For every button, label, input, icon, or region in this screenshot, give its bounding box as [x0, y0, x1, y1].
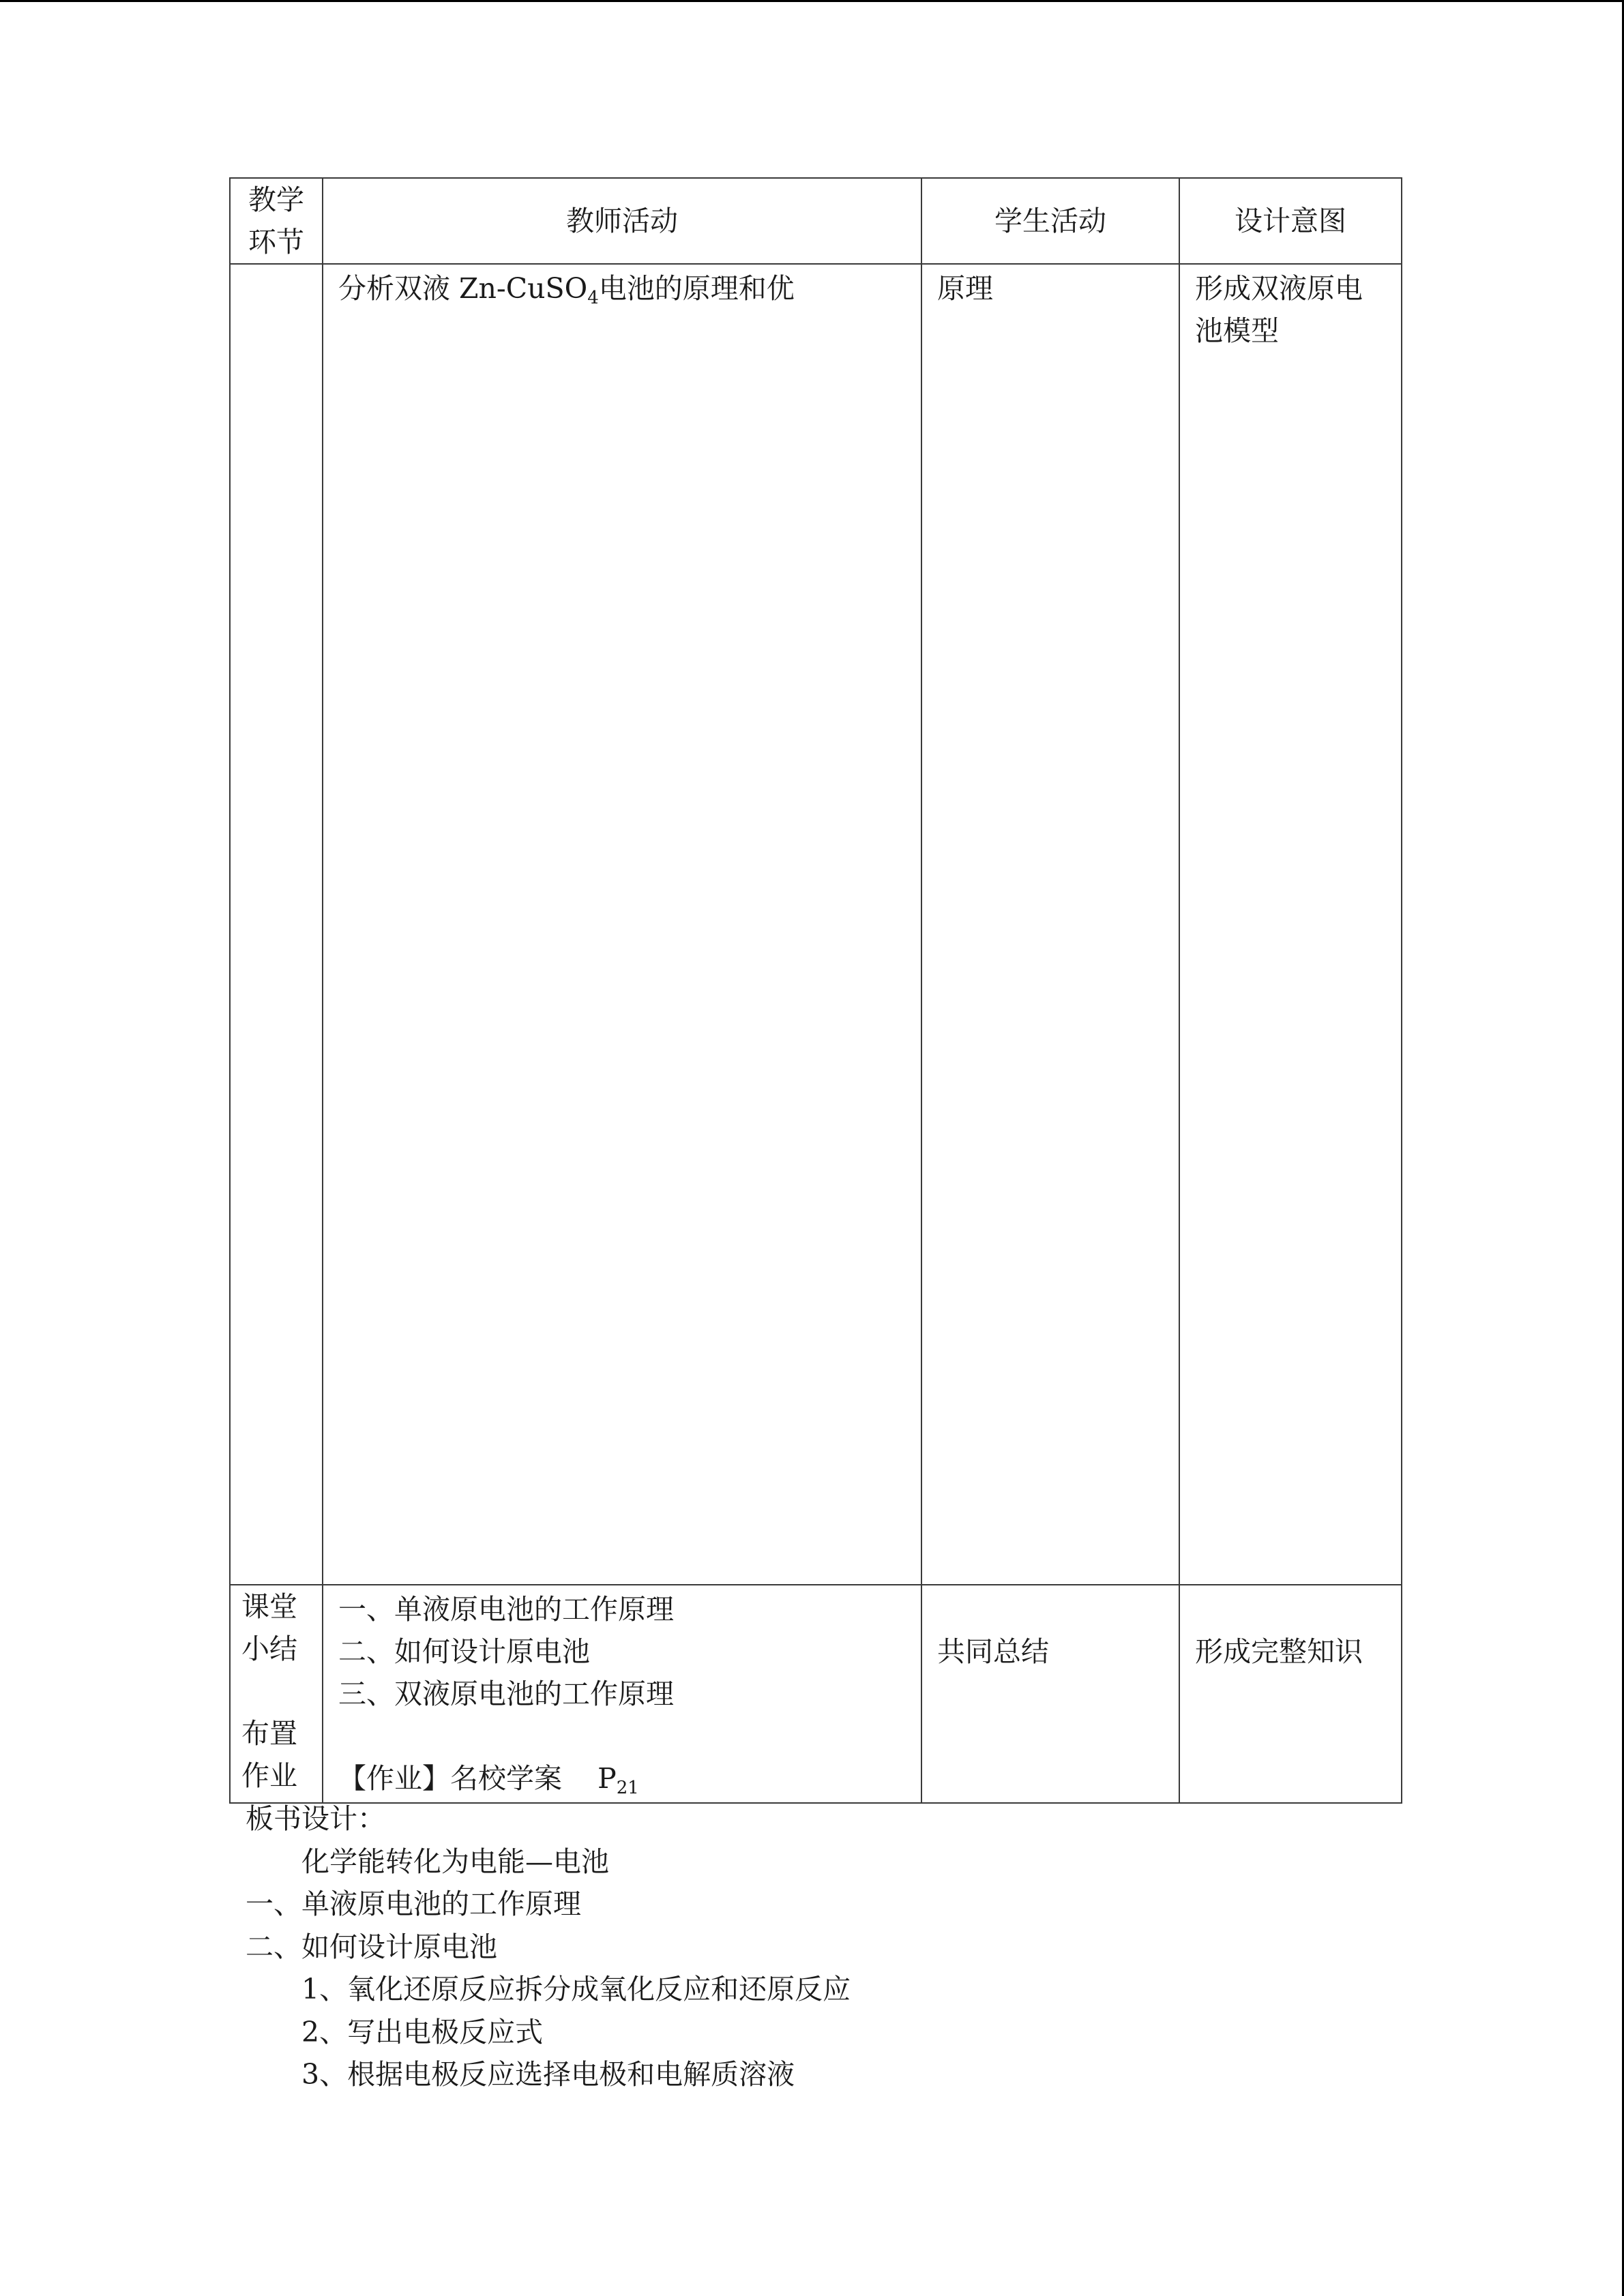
table-row: [230, 1585, 1402, 1803]
stage-cell: [230, 264, 323, 1585]
board-subitem: 3、根据电极反应选择电极和电解质溶液: [301, 2058, 795, 2091]
summary-item: 三、双液原电池的工作原理: [338, 1678, 674, 1710]
header-teaching-stage: 教学 环节: [230, 178, 323, 264]
board-subitem: 1、氧化还原反应拆分成氧化反应和还原反应: [301, 1973, 851, 2006]
lesson-plan-table: [229, 177, 1402, 1804]
header-student-activity: 学生活动: [921, 178, 1179, 264]
design-intent-cell: 形成完整知识: [1179, 1585, 1402, 1803]
table-header-row: [230, 178, 1402, 264]
board-label: 板书设计：: [246, 1802, 385, 1835]
top-border: [0, 0, 1624, 2]
table-row: [230, 264, 1402, 1585]
teacher-activity-text: 分析双液 Zn-CuSO$_4$电池的原理和优: [338, 272, 795, 308]
board-item: 一、单液原电池的工作原理: [246, 1888, 581, 1920]
teacher-activity-cell: [323, 1585, 921, 1803]
board-title: 化学能转化为电能—电池: [301, 1845, 609, 1878]
board-item: 二、如何设计原电池: [246, 1930, 497, 1963]
student-activity-cell: 原理: [921, 264, 1179, 1585]
design-intent-cell: 形成双液原电 池模型: [1179, 264, 1402, 1585]
student-activity-cell: 共同总结: [921, 1585, 1179, 1803]
summary-item: 一、单液原电池的工作原理: [338, 1593, 674, 1626]
summary-item: 二、如何设计原电池: [338, 1635, 590, 1668]
homework-line: 【作业】名校学案 $P_{21}$: [338, 1762, 639, 1798]
header-teacher-activity: 教师活动: [323, 178, 921, 264]
header-design-intent: 设计意图: [1179, 178, 1402, 264]
board-design: [246, 1798, 851, 2096]
stage-cell: 课堂 小结 布置 作业: [230, 1585, 323, 1803]
teacher-activity-cell: [323, 264, 921, 1585]
board-subitem: 2、写出电极反应式: [301, 2015, 544, 2048]
